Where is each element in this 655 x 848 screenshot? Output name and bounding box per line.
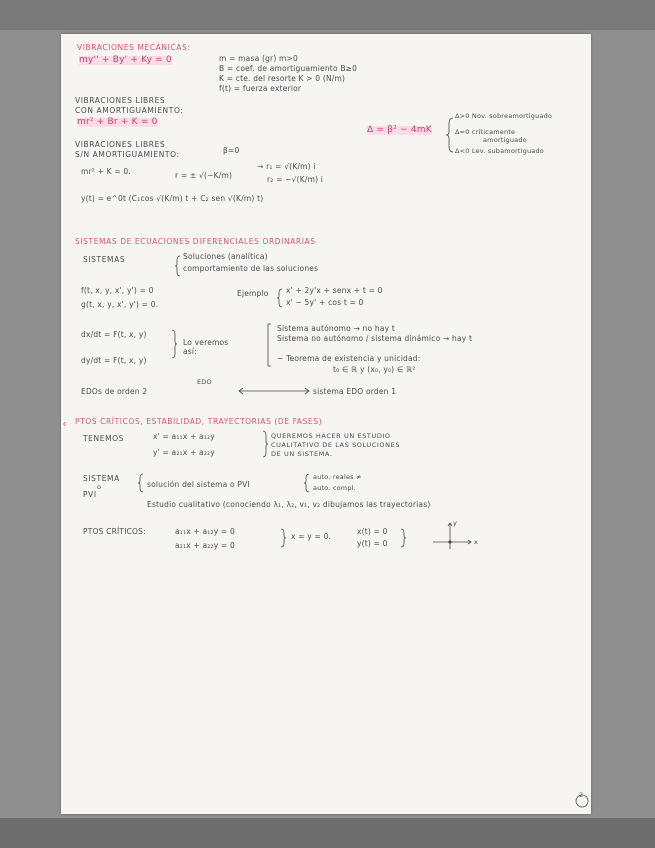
critical-solution: x = y = 0. — [291, 532, 332, 541]
section-title-vibraciones: VIBRACIONES MECÁNICAS: — [77, 43, 191, 52]
root-r2: r₂ = −√(K/m) i — [267, 175, 324, 184]
scan-background-bottom — [0, 818, 655, 848]
def-masa: m = masa (gr) m>0 — [219, 54, 298, 63]
label-pvi: PVI — [83, 490, 97, 499]
sistemas-soluciones: Soluciones (analítica) — [183, 252, 268, 261]
system-eq-y: y' = a₂₁x + a₂₂y — [153, 448, 215, 457]
case-delta-zero: Δ=0 críticamente — [455, 128, 516, 136]
sistema-orden-1: sistema EDO orden 1 — [313, 387, 397, 396]
notebook-page — [61, 34, 591, 814]
equation-no-damping: mr² + K = 0. — [81, 167, 131, 176]
critical-eq-2: a₂₁x + a₂₂y = 0 — [175, 541, 235, 550]
autovalores-complejos: auto. compl. — [313, 484, 356, 492]
equation-f: f(t, x, y, x', y') = 0 — [81, 286, 154, 295]
note-lo-veremos: Lo veremos así: — [183, 338, 229, 356]
note-autonomo: Sistema autónomo → no hay t — [277, 324, 395, 333]
goal-line-2: CUALITATIVO DE LAS SOLUCIONES — [271, 441, 401, 449]
equation-discriminant: Δ = β² − 4mK — [367, 125, 432, 135]
solucion-sistema-pvi: solución del sistema o PVI — [147, 480, 250, 489]
brace-sistemas — [175, 256, 180, 276]
note-teorema: − Teorema de existencia y unicidad: — [277, 354, 421, 363]
critical-xt: x(t) = 0 — [357, 527, 388, 536]
case-delta-zero-2: amortiguado — [483, 136, 527, 144]
critical-eq-1: a₁₁x + a₁₂y = 0 — [175, 527, 235, 536]
equation-g: g(t, x, y, x', y') = 0. — [81, 300, 159, 309]
case-delta-positive: Δ>0 Nov. sobreamortiguado — [455, 112, 553, 120]
brace-ptos — [281, 529, 286, 547]
goal-line-3: DE UN SISTEMA. — [271, 450, 333, 458]
scan-background-top — [0, 0, 655, 30]
heading-vibraciones-libres-2: VIBRACIONES LIBRES — [75, 140, 166, 149]
heading-sin-amortiguamiento: S/N AMORTIGUAMIENTO: — [75, 150, 180, 159]
beta-zero: β=0 — [223, 146, 240, 155]
equation-main: my'' + By' + Ky = 0 — [79, 55, 172, 65]
axis-label-x: x — [474, 538, 479, 546]
brace-solucion — [138, 474, 143, 492]
example-eq-2: x' − 5y' + cos t = 0 — [286, 298, 364, 307]
case-delta-negative: Δ<0 Lev. subamortiguado — [455, 147, 544, 155]
goal-line-1: QUEREMOS HACER UN ESTUDIO — [271, 432, 391, 440]
brace-ejemplo — [277, 289, 282, 307]
heading-vibraciones-libres: VIBRACIONES LIBRES — [75, 96, 166, 105]
autovalores-reales: auto. reales ≠ — [313, 473, 362, 481]
label-sistemas: SISTEMAS — [83, 255, 126, 264]
page-number: 2 — [579, 791, 584, 799]
axis-label-y: y — [453, 519, 458, 527]
brace-xt — [401, 529, 406, 547]
equation-dxdt: dx/dt = F(t, x, y) — [81, 330, 147, 339]
origin-point — [448, 540, 451, 543]
label-ejemplo: Ejemplo — [237, 289, 269, 298]
note-no-autonomo: Sistema no autónomo / sistema dinámico → hay t — [277, 334, 473, 343]
section-title-ptos-criticos: PTOS CRÍTICOS, ESTABILIDAD, TRAYECTORIAS (DE FASES) — [75, 417, 323, 426]
axis-x-arrow — [468, 540, 471, 544]
critical-yt: y(t) = 0 — [357, 539, 388, 548]
equation-characteristic: mr² + Br + K = 0 — [77, 117, 158, 127]
def-fuerza: f(t) = fuerza exterior — [219, 84, 302, 93]
example-eq-1: x' + 2y'x + senx + t = 0 — [286, 286, 383, 295]
equation-dydt: dy/dt = F(t, x, y) — [81, 356, 147, 365]
def-resorte: K = cte. del resorte K > 0 (N/m) — [219, 74, 346, 83]
arrow-edo-left-head — [239, 388, 243, 394]
brace-dx-dy — [172, 330, 177, 358]
section-title-sistemas-edo: SISTEMAS DE ECUACIONES DIFERENCIALES ORDINARIAS — [75, 237, 316, 246]
def-amortiguamiento: B = coef. de amortiguamiento B≥0 — [219, 64, 358, 73]
note-condiciones: t₀ ∈ ℝ y (x₀, y₀) ∈ ℝ² — [333, 365, 416, 374]
general-solution: y(t) = e^0t (C₁cos √(K/m) t + C₂ sen √(K/m) t) — [81, 194, 264, 203]
root-r1: → r₁ = √(K/m) i — [257, 162, 316, 171]
label-ptos-criticos: PTOS CRÍTICOS: — [83, 527, 146, 536]
brace-autovalores — [304, 474, 309, 492]
edos-orden-2: EDOs de orden 2 — [81, 387, 148, 396]
sistemas-comportamiento: comportamiento de las soluciones — [183, 264, 319, 273]
arrow-edo-right-head — [305, 388, 309, 394]
label-o: o — [97, 483, 102, 491]
axis-y-arrow — [448, 523, 452, 526]
heading-con-amortiguamiento: CON AMORTIGUAMIENTO: — [75, 106, 184, 115]
label-edo: EDO — [197, 378, 212, 386]
system-eq-x: x' = a₁₁x + a₁₂y — [153, 432, 215, 441]
brace-delta-cases — [446, 118, 453, 152]
pink-margin-mark — [64, 422, 65, 426]
bracket-teorema — [268, 324, 271, 366]
roots-formula: r = ± √(−K/m) — [175, 171, 233, 180]
estudio-cualitativo: Estudio cualitativo (conociendo λ₁, λ₂, v₁, v₂ dibujamos las trayectorias) — [147, 500, 431, 509]
brace-tenemos — [263, 431, 268, 457]
label-tenemos: TENEMOS — [83, 434, 125, 443]
label-sistema: SISTEMA — [83, 474, 120, 483]
